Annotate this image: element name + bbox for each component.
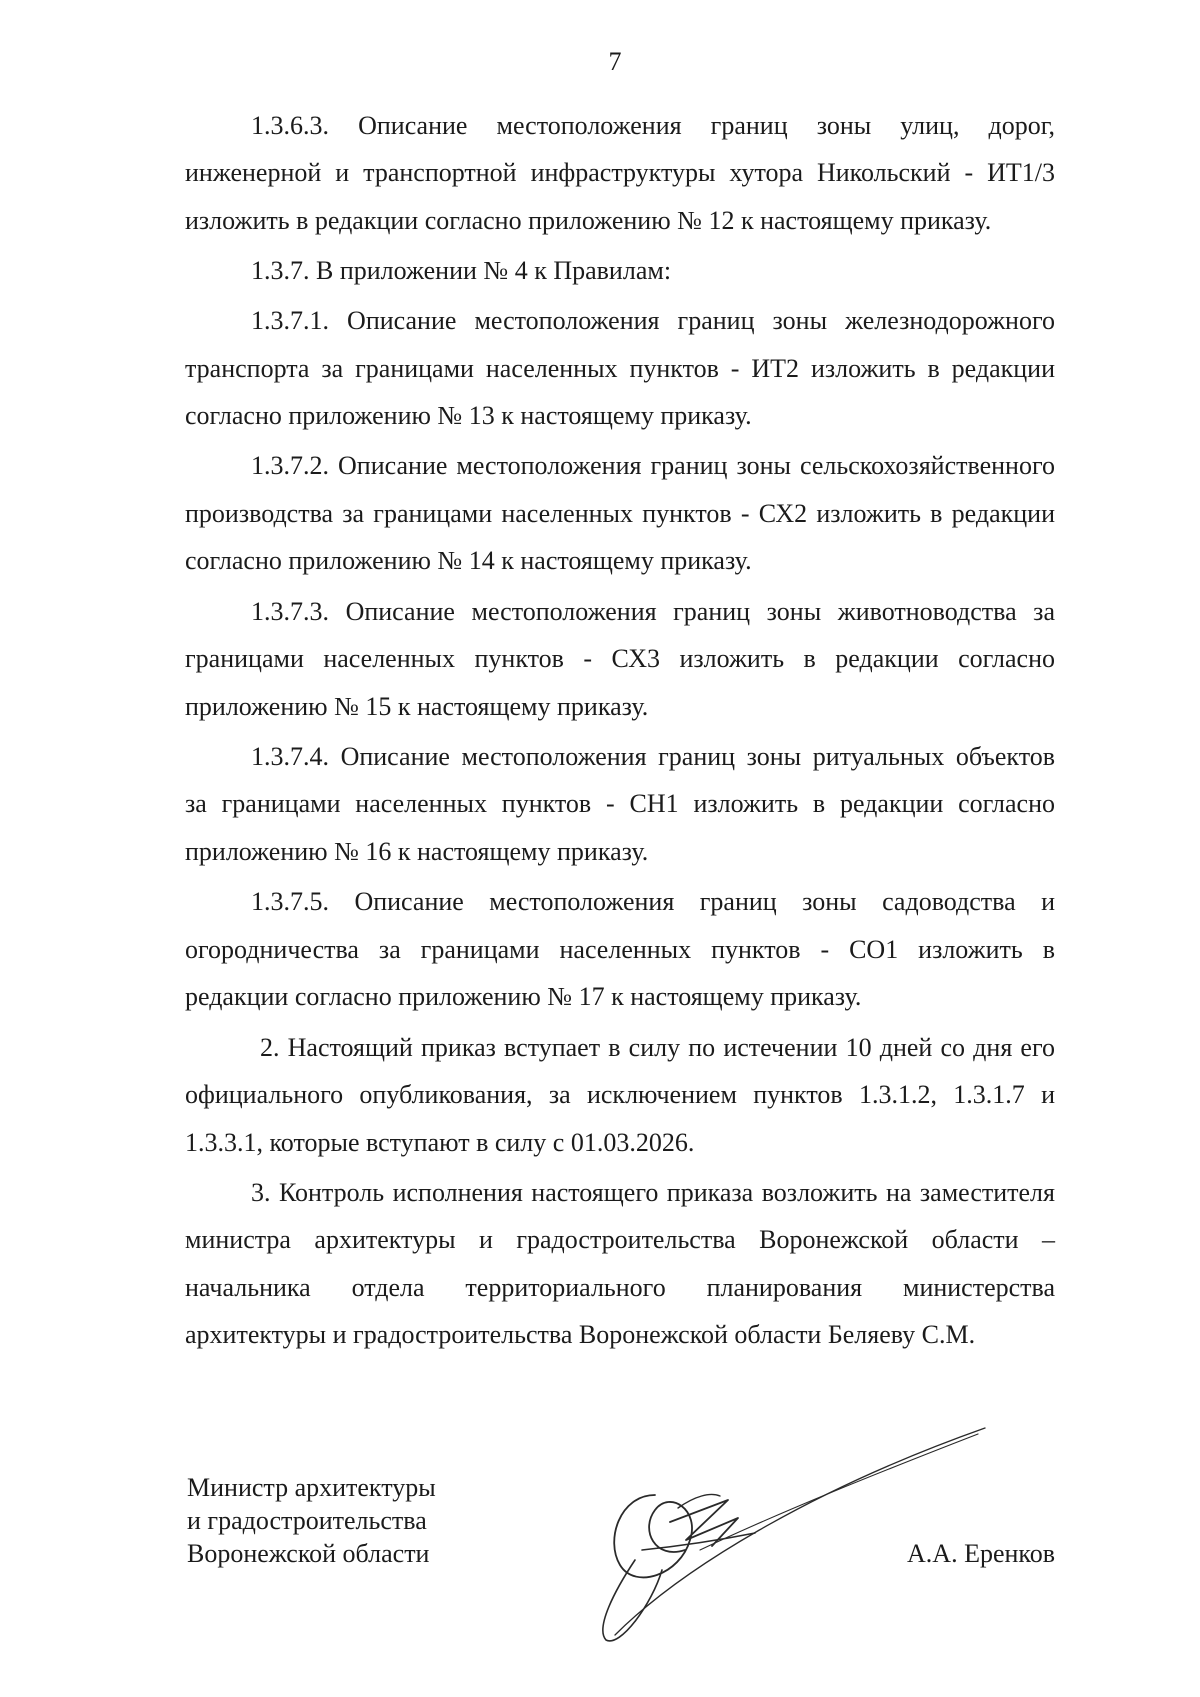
text-line: 1.3.7. В приложении № 4 к Правилам: xyxy=(251,255,672,285)
paragraph xyxy=(185,733,1055,876)
text-line: согласно приложению № 14 к настоящему приказу. xyxy=(185,546,752,576)
text-line: 1.3.7.1. Описание местоположения границ зоны железнодорожного xyxy=(251,306,1055,336)
text-line: границами населенных пунктов - СХ3 изложить в редакции согласно xyxy=(185,644,1055,674)
text-line: согласно приложению № 13 к настоящему приказу. xyxy=(185,401,752,431)
text-line: 1.3.7.3. Описание местоположения границ зоны животноводства за xyxy=(251,596,1055,626)
text-line: за границами населенных пунктов - СН1 изложить в редакции согласно xyxy=(185,789,1055,819)
document-body xyxy=(185,102,1055,1359)
paragraph xyxy=(185,297,1055,440)
text-line: производства за границами населенных пунктов - СХ2 изложить в редакции xyxy=(185,498,1055,528)
paragraph xyxy=(185,1024,1055,1167)
text-line: приложению № 16 к настоящему приказу. xyxy=(185,836,649,866)
text-line: 1.3.7.2. Описание местоположения границ зоны сельскохозяйственного xyxy=(251,451,1055,481)
text-line: официального опубликования, за исключением пунктов 1.3.1.2, 1.3.1.7 и xyxy=(185,1080,1055,1110)
paragraph xyxy=(185,102,1055,245)
paragraph xyxy=(185,442,1055,585)
text-line: 1.3.7.5. Описание местоположения границ зоны садоводства и xyxy=(251,887,1055,917)
text-line: транспорта за границами населенных пунктов - ИТ2 изложить в редакции xyxy=(185,353,1055,383)
text-line: редакции согласно приложению № 17 к настоящему приказу. xyxy=(185,982,862,1012)
text-line: министра архитектуры и градостроительства Воронежской области – xyxy=(185,1225,1055,1255)
signatory-title xyxy=(187,1471,527,1570)
signatory-title-line: Министр архитектуры xyxy=(187,1473,436,1502)
signatory-title-line: Воронежской области xyxy=(187,1539,430,1568)
text-line: огородничества за границами населенных пунктов - СО1 изложить в xyxy=(185,934,1055,964)
text-line: изложить в редакции согласно приложению № 12 к настоящему приказу. xyxy=(185,205,992,235)
text-line: 1.3.7.4. Описание местоположения границ зоны ритуальных объектов xyxy=(251,741,1055,771)
text-line: 3. Контроль исполнения настоящего приказа возложить на заместителя xyxy=(251,1177,1055,1207)
text-line: инженерной и транспортной инфраструктуры хутора Никольский - ИТ1/3 xyxy=(185,158,1055,187)
text-line: 1.3.3.1, которые вступают в силу с 01.03.2026. xyxy=(185,1127,695,1157)
handwritten-signature xyxy=(560,1400,1010,1660)
signatory-title-line: и градостроительства xyxy=(187,1506,427,1535)
text-line: 1.3.6.3. Описание местоположения границ зоны улиц, дорог, xyxy=(251,110,1055,140)
paragraph xyxy=(185,1169,1055,1359)
paragraph xyxy=(185,878,1055,1021)
text-line: 2. Настоящий приказ вступает в силу по истечении 10 дней со дня его xyxy=(260,1032,1055,1062)
page-number: 7 xyxy=(608,47,622,76)
text-line: начальника отдела территориального планирования министерства xyxy=(185,1272,1055,1302)
paragraph xyxy=(185,588,1055,731)
signatory-name: А.А. Еренков xyxy=(907,1539,1055,1568)
text-line: приложению № 15 к настоящему приказу. xyxy=(185,691,649,721)
paragraph xyxy=(185,247,1055,295)
text-line: архитектуры и градостроительства Воронежской области Беляеву С.М. xyxy=(185,1320,976,1350)
